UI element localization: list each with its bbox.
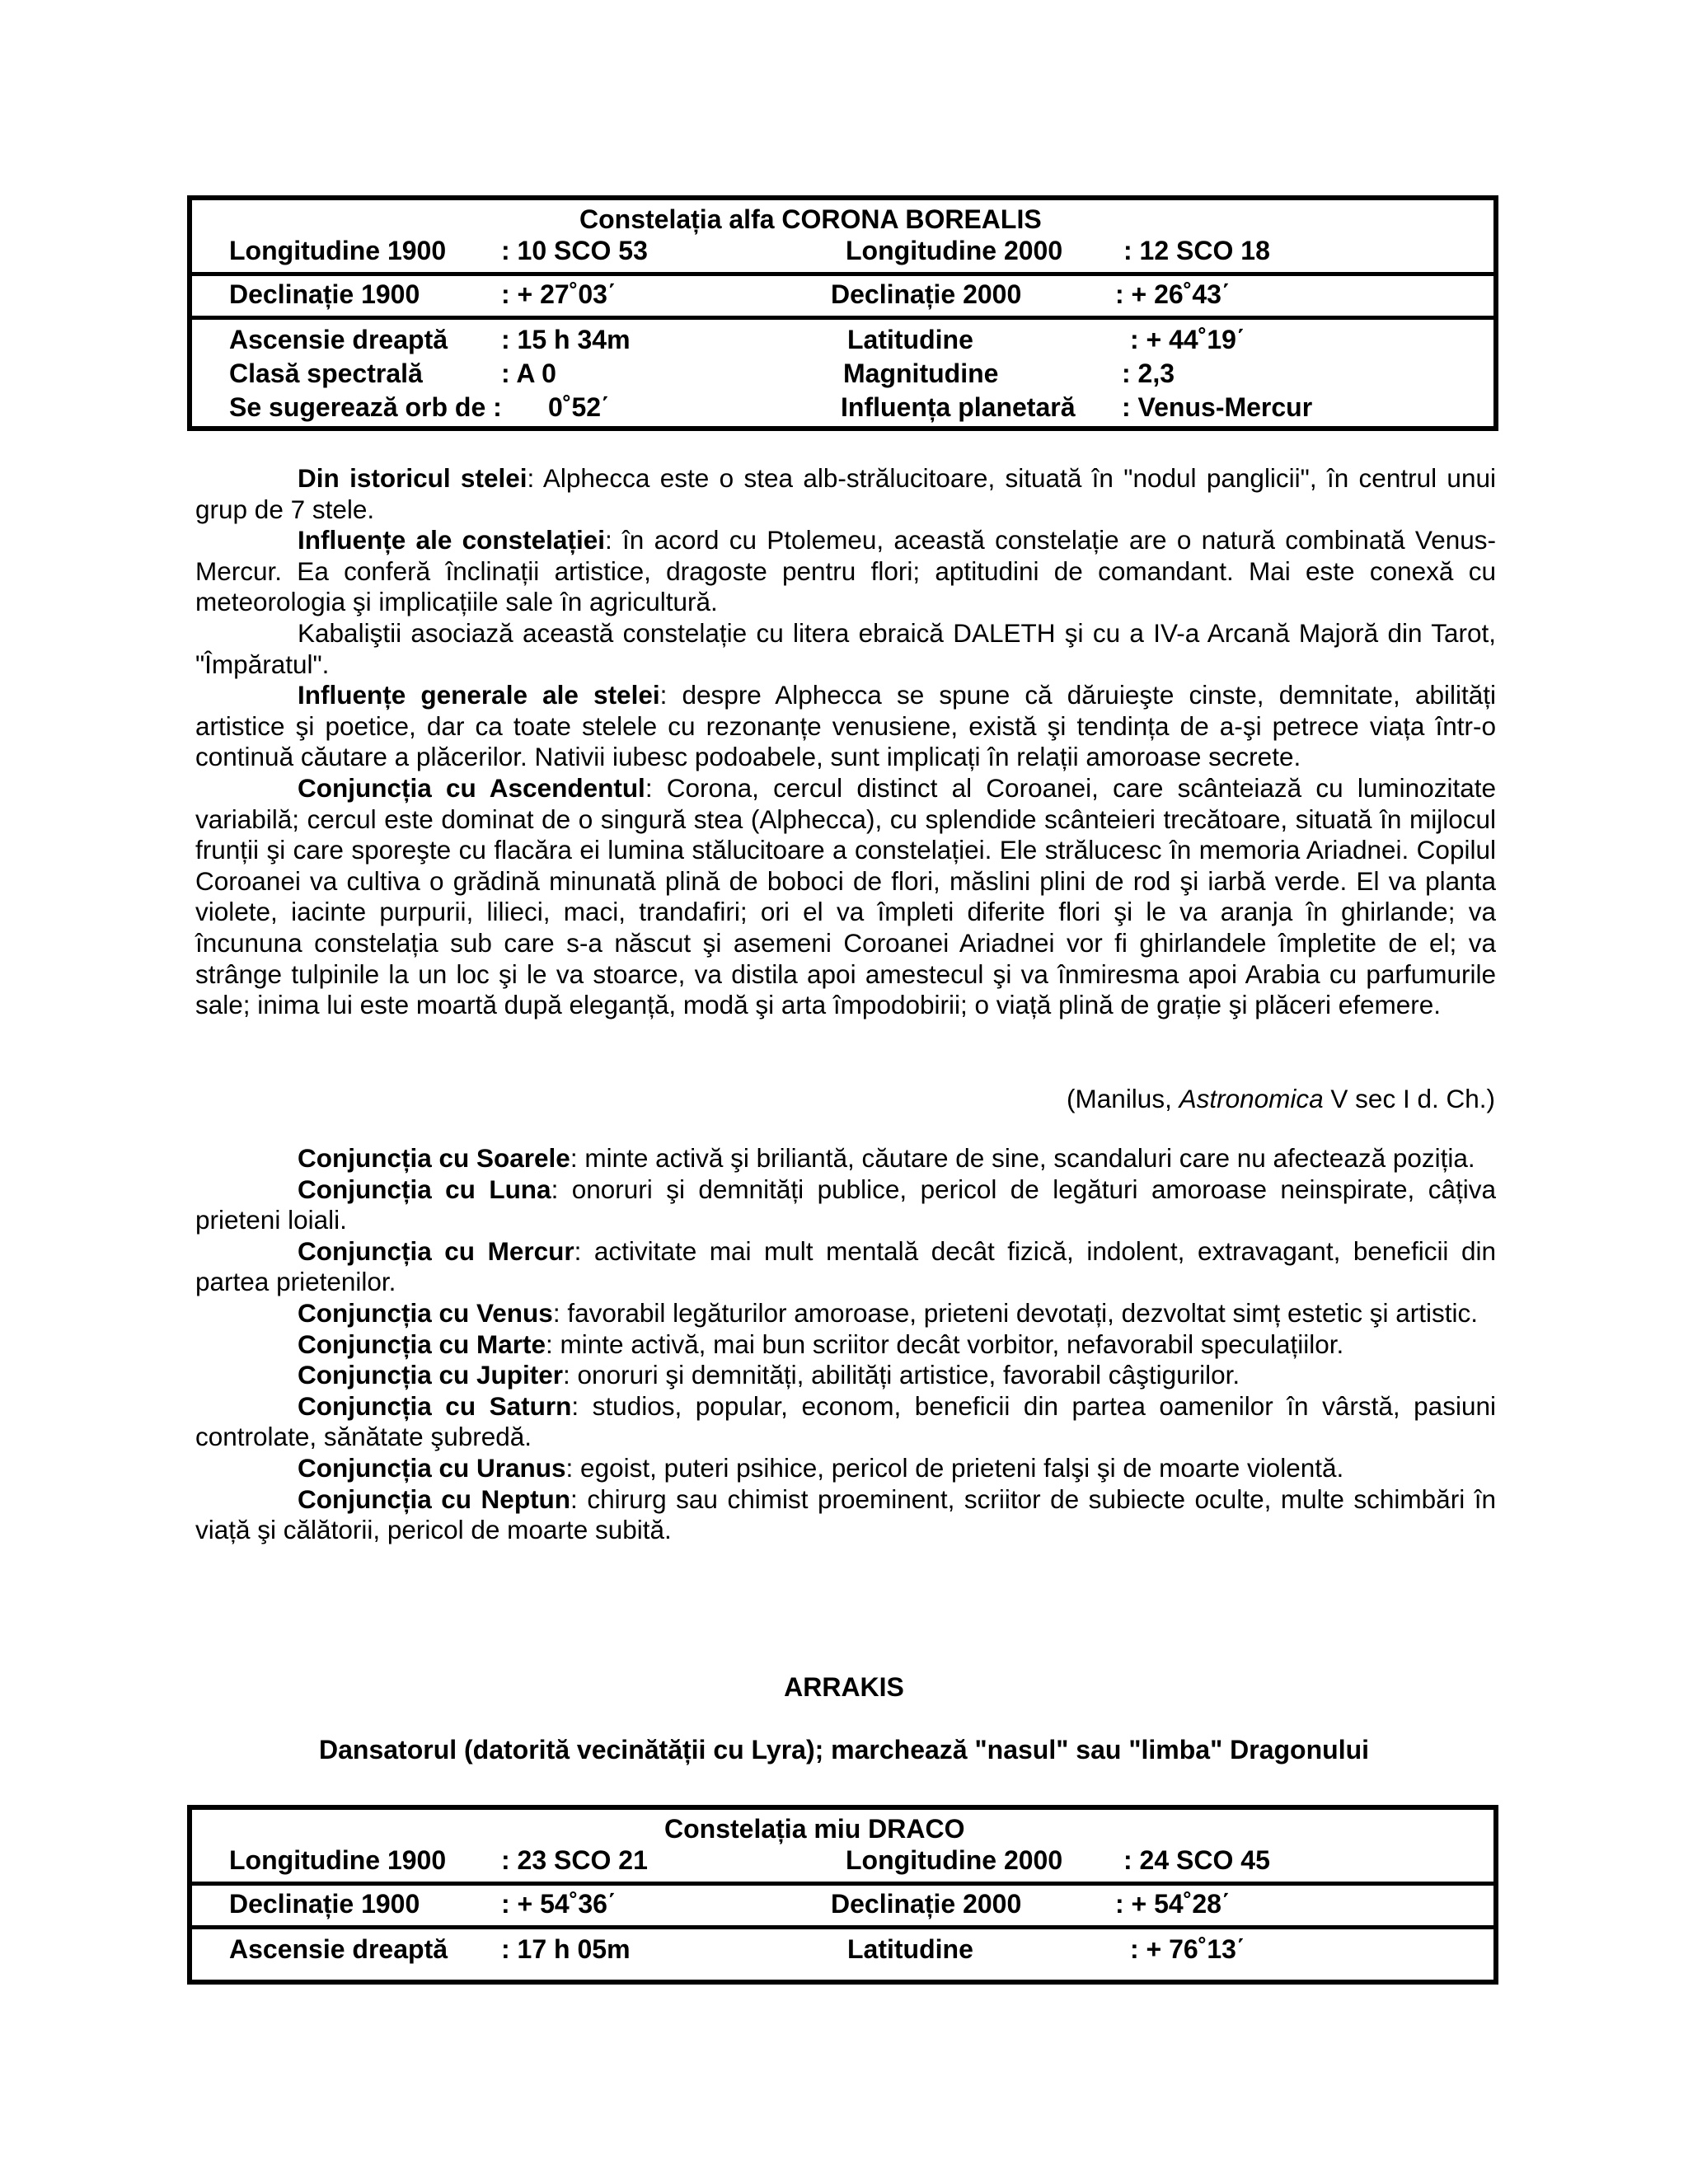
conjunction-item <box>195 1360 1496 1391</box>
conjunction-text: : studios, popular, econom, beneficii din partea oamenilor în vârstă, pasiuni controlate, sănătate şubredă. <box>195 1390 1496 1452</box>
table-divider <box>192 272 1493 276</box>
table-divider <box>192 1882 1493 1886</box>
paragraph-heading: Influențe generale ale stelei <box>298 680 660 710</box>
orb-value: 0˚52΄ <box>548 392 610 422</box>
conjunction-heading: Conjuncția cu Jupiter <box>298 1360 564 1390</box>
conjunction-heading: Conjuncția cu Saturn <box>298 1390 572 1421</box>
conjunction-item <box>195 1453 1496 1484</box>
conjunction-item <box>195 1484 1496 1546</box>
conjunction-text: : onoruri şi demnități publice, pericol de legături amoroase neinspirate, câțiva prieteni loiali. <box>195 1174 1496 1235</box>
spectral-class-value: : A 0 <box>501 359 556 388</box>
longitude-2000-value: : 24 SCO 45 <box>1123 1845 1270 1875</box>
declination-1900-value: : + 54˚36΄ <box>501 1889 617 1919</box>
magnitude-value: : 2,3 <box>1122 359 1175 388</box>
table-divider <box>192 316 1493 320</box>
paragraph <box>195 525 1496 618</box>
right-ascension-label: Ascensie dreaptă <box>229 1934 448 1964</box>
conjunction-heading: Conjuncția cu Marte <box>298 1329 546 1359</box>
paragraph-text: : în acord cu Ptolemeu, această constelație are o natură combinată Venus-Mercur. Ea conferă înclinații artistice, dragoste pentru flori; aptitudini de comandant. Mai este conexă cu meteorologia şi implicațiile sale în agricultură. <box>195 525 1496 617</box>
spectral-class-label: Clasă spectrală <box>229 359 423 388</box>
conjunction-item <box>195 1143 1496 1174</box>
orb-label: Se sugerează orb de : <box>229 392 502 422</box>
conjunction-heading: Conjuncția cu Mercur <box>298 1235 574 1266</box>
conjunction-text: : minte activă, mai bun scriitor decât vorbitor, nefavorabil speculațiilor. <box>546 1329 1344 1359</box>
right-ascension-value: : 15 h 34m <box>501 325 631 354</box>
paragraph <box>195 618 1496 680</box>
constellation-heading: Constelația alfa CORONA BOREALIS <box>579 204 1042 234</box>
planetary-influence-value: : Venus-Mercur <box>1122 392 1313 422</box>
declination-2000-label: Declinație 2000 <box>831 279 1022 309</box>
conjunction-text: : egoist, puteri psihice, pericol de prieteni falşi şi de moarte violentă. <box>565 1452 1344 1483</box>
declination-1900-label: Declinație 1900 <box>229 279 420 309</box>
conjunction-text: : favorabil legăturilor amoroase, prieteni devotați, dezvoltat simț estetic şi artistic. <box>552 1297 1479 1328</box>
longitude-2000-label: Longitudine 2000 <box>846 1845 1063 1875</box>
conjunction-item <box>195 1174 1496 1236</box>
conjunction-item <box>195 1391 1496 1453</box>
declination-1900-label: Declinație 1900 <box>229 1889 420 1919</box>
longitude-2000-label: Longitudine 2000 <box>846 236 1063 265</box>
conjunction-heading: Conjuncția cu Luna <box>298 1174 551 1204</box>
latitude-value: : + 44˚19΄ <box>1130 325 1245 354</box>
attribution: (Manilus, Astronomica V sec I d. Ch.) <box>1067 1084 1495 1113</box>
declination-2000-value: : + 26˚43΄ <box>1115 279 1231 309</box>
paragraph-text: Kabaliştii asociază această constelație cu litera ebraică DALETH şi cu a IV-a Arcană Majoră din Tarot, "Împăratul". <box>195 617 1496 679</box>
star-table-alphecca <box>187 195 1498 431</box>
longitude-1900-label: Longitudine 1900 <box>229 1845 447 1875</box>
conjunction-heading: Conjuncția cu Venus <box>298 1297 553 1328</box>
magnitude-label: Magnitudine <box>843 359 999 388</box>
declination-1900-value: : + 27˚03΄ <box>501 279 617 309</box>
paragraph <box>195 773 1496 1021</box>
paragraph-heading: Conjuncția cu Ascendentul <box>298 772 645 803</box>
conjunction-text: : activitate mai mult mentală decât fizică, indolent, extravagant, beneficii din partea prietenilor. <box>195 1235 1497 1297</box>
conjunction-item <box>195 1329 1496 1361</box>
longitude-1900-value: : 23 SCO 21 <box>501 1845 648 1875</box>
conjunction-item <box>195 1298 1496 1329</box>
paragraph-text: : despre Alphecca se spune că dăruieşte cinste, demnitate, abilități artistice şi poetice, dar ca toate stelele cu rezonanțe venusiene, există şi tendința de a-şi petrece viața într-o continuă căutare a plăcerilor. Nativii iubesc podoabele, sunt implicați în relații amoroase secrete. <box>195 680 1496 772</box>
paragraph-text: : Corona, cercul distinct al Coroanei, care scânteiază cu luminozitate variabilă; cercul este dominat de o singură stea (Alphecca), cu splendide scânteieri trecătoare, situată în mijlocul frunții şi care sporeşte cu flacăra ei lumina stălucitoare a constelației. Ele strălucesc în memoria Ariadnei. Copilul Coroanei va cultiva o grădină minunată plină de boboci de flori, măslini plini de rod şi iarbă verde. El va planta violete, iacinte purpurii, lilieci, maci, trandafiri; ori el va împleti diferite flori şi le va aranja în ghirlande; va încununa constelația sub care s-a născut şi asemeni Coroanei Ariadnei vor fi ghirlandele împletite de el; va strânge tulpinile la un loc şi le va stoarce, va distila apoi amestecul şi va înmiresma apoi Arabia cu parfumurile sale; inima lui este moartă după eleganță, modă şi arta împodobirii; o viață plină de grație şi plăceri efemere. <box>195 772 1496 1020</box>
right-ascension-label: Ascensie dreaptă <box>229 325 448 354</box>
right-ascension-value: : 17 h 05m <box>501 1934 631 1964</box>
latitude-label: Latitudine <box>847 325 973 354</box>
paragraph <box>195 463 1496 525</box>
longitude-1900-label: Longitudine 1900 <box>229 236 447 265</box>
section-title: ARRAKIS <box>784 1672 904 1702</box>
longitude-1900-value: : 10 SCO 53 <box>501 236 648 265</box>
paragraph <box>195 680 1496 773</box>
longitude-2000-value: : 12 SCO 18 <box>1123 236 1270 265</box>
conjunction-heading: Conjuncția cu Neptun <box>298 1483 571 1514</box>
conjunction-item <box>195 1236 1496 1298</box>
declination-2000-value: : + 54˚28΄ <box>1115 1889 1231 1919</box>
latitude-value: : + 76˚13΄ <box>1130 1934 1245 1964</box>
paragraph-heading: Din istoricul stelei <box>298 463 528 493</box>
conjunction-text: : chirurg sau chimist proeminent, scriitor de subiecte oculte, multe schimbări în viață şi călătorii, pericol de moarte subită. <box>195 1483 1496 1545</box>
constellation-heading: Constelația miu DRACO <box>664 1814 965 1844</box>
section-subtitle: Dansatorul (datorită vecinătății cu Lyra); marchează "nasul" sau "limba" Dragonului <box>318 1735 1370 1765</box>
attribution-title: Astronomica <box>1179 1084 1324 1113</box>
conjunction-text: : onoruri şi demnități, abilități artistice, favorabil câştigurilor. <box>563 1360 1240 1390</box>
table-divider <box>192 1925 1493 1929</box>
star-table-arrakis <box>187 1805 1498 1985</box>
conjunctions-list <box>195 1143 1496 1546</box>
paragraph-heading: Influențe ale constelației <box>298 525 605 555</box>
latitude-label: Latitudine <box>847 1934 973 1964</box>
star-description <box>195 463 1496 1021</box>
paragraph-text: : Alphecca este o stea alb-strălucitoare, situată în "nodul panglicii", în centrul unui grup de 7 stele. <box>195 463 1496 524</box>
declination-2000-label: Declinație 2000 <box>831 1889 1022 1919</box>
conjunction-heading: Conjuncția cu Soarele <box>298 1143 570 1173</box>
conjunction-heading: Conjuncția cu Uranus <box>298 1452 566 1483</box>
conjunction-text: : minte activă şi briliantă, căutare de sine, scandaluri care nu afectează poziția. <box>570 1143 1475 1173</box>
planetary-influence-label: Influența planetară <box>841 392 1076 422</box>
